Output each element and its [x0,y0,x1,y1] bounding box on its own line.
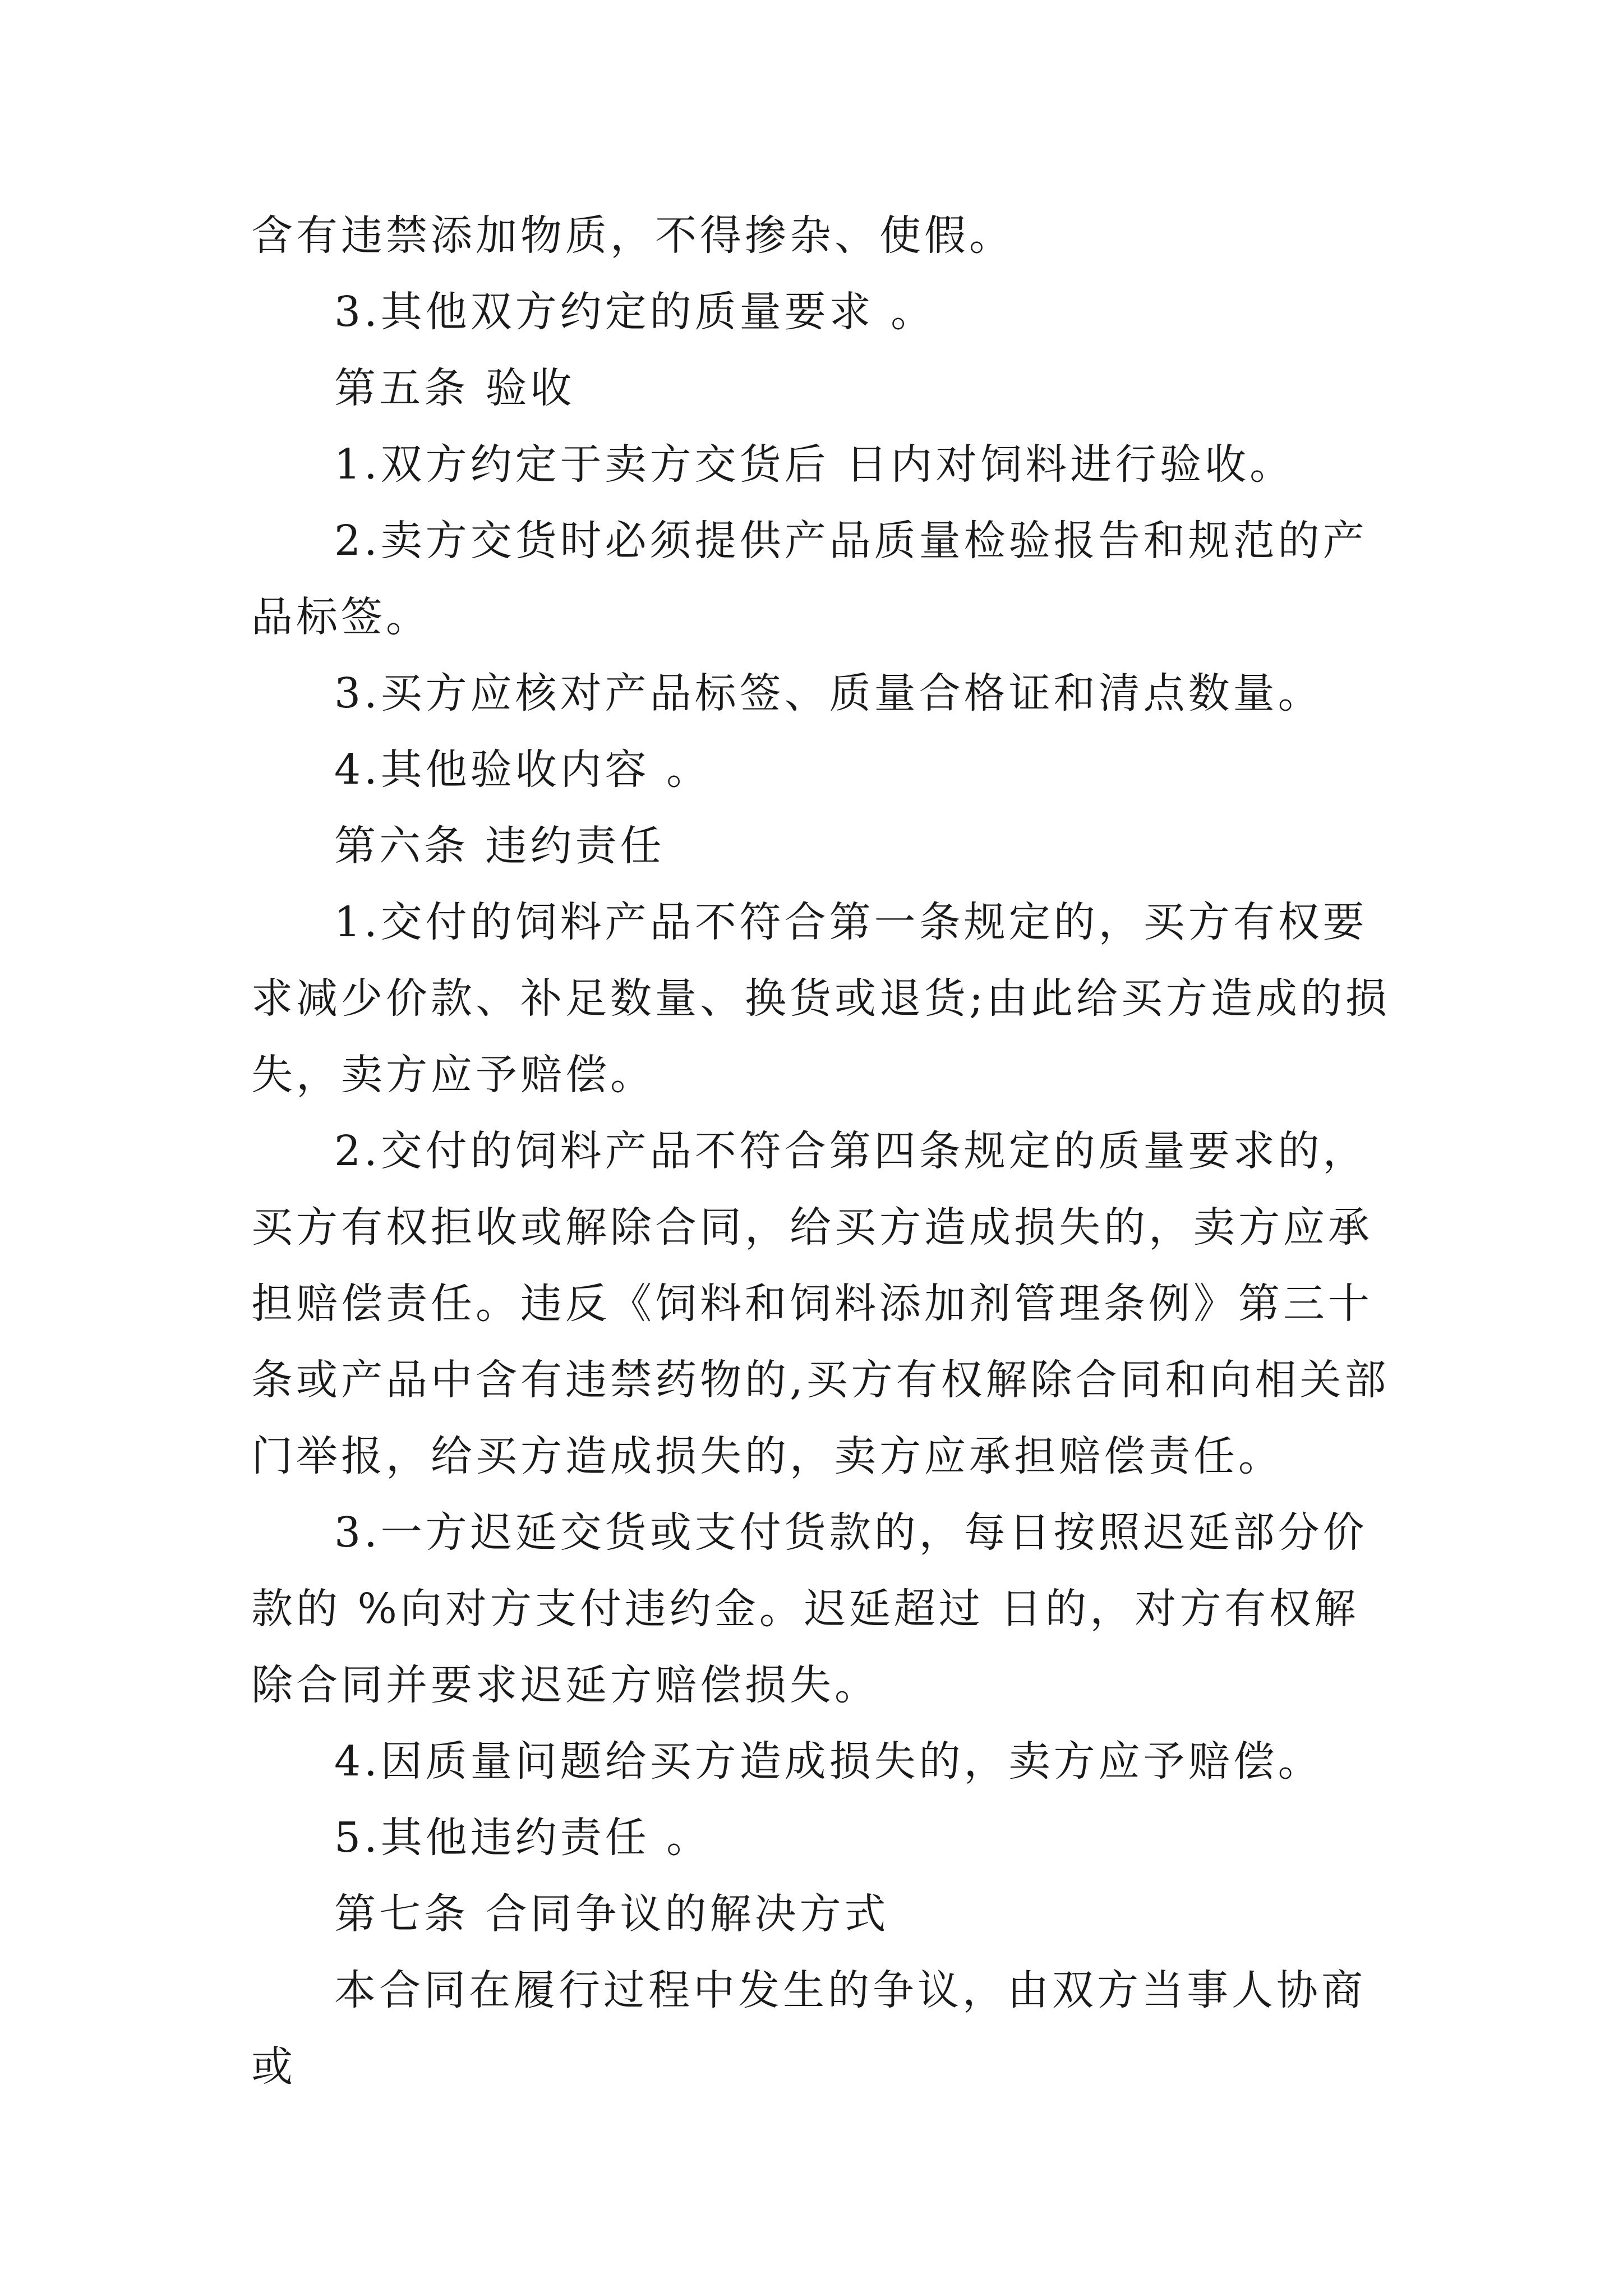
paragraph-liability-3: 3.一方迟延交货或支付货款的，每日按照迟延部分价款的 %向对方支付违约金。迟延超过 日的，对方有权解除合同并要求迟延方赔偿损失。 [251,1508,1368,1709]
paragraph-inspection-4: 4.其他验收内容 。 [334,746,712,794]
heading-article-5: 第五条 验收 [334,364,575,412]
heading-article-7: 第七条 合同争议的解决方式 [334,1890,889,1938]
paragraph-dispute-resolution: 本合同在履行过程中发生的争议，由双方当事人协商或 [251,1966,1366,2091]
paragraph-liability-2: 2.交付的饲料产品不符合第四条规定的质量要求的，买方有权拒收或解除合同，给买方造成损失的，卖方应承担赔偿责任。违反《饲料和饲料添加剂管理条例》第三十条或产品中含有违禁药物的,买方有权解除合同和向相关部门举报，给买方造成损失的，卖方应承担赔偿责任。 [251,1127,1390,1480]
document-body [251,197,1394,2105]
paragraph-inspection-1: 1.双方约定于卖方交货后 日内对饲料进行验收。 [334,440,1295,489]
paragraph-quality-prohibited: 含有违禁添加物质，不得掺杂、使假。 [251,211,1014,260]
paragraph-liability-1: 1.交付的饲料产品不符合第一条规定的，买方有权要求减少价款、补足数量、换货或退货;由此给买方造成的损失，卖方应予赔偿。 [251,898,1390,1099]
heading-article-6: 第六条 违约责任 [334,822,665,870]
paragraph-inspection-2: 2.卖方交货时必须提供产品质量检验报告和规范的产品标签。 [251,517,1368,641]
paragraph-quality-other: 3.其他双方约定的质量要求 。 [334,288,936,336]
paragraph-inspection-3: 3.买方应核对产品标签、质量合格证和清点数量。 [334,669,1323,717]
paragraph-liability-5: 5.其他违约责任 。 [334,1814,712,1862]
paragraph-liability-4: 4.因质量问题给买方造成损失的，卖方应予赔偿。 [334,1737,1323,1786]
